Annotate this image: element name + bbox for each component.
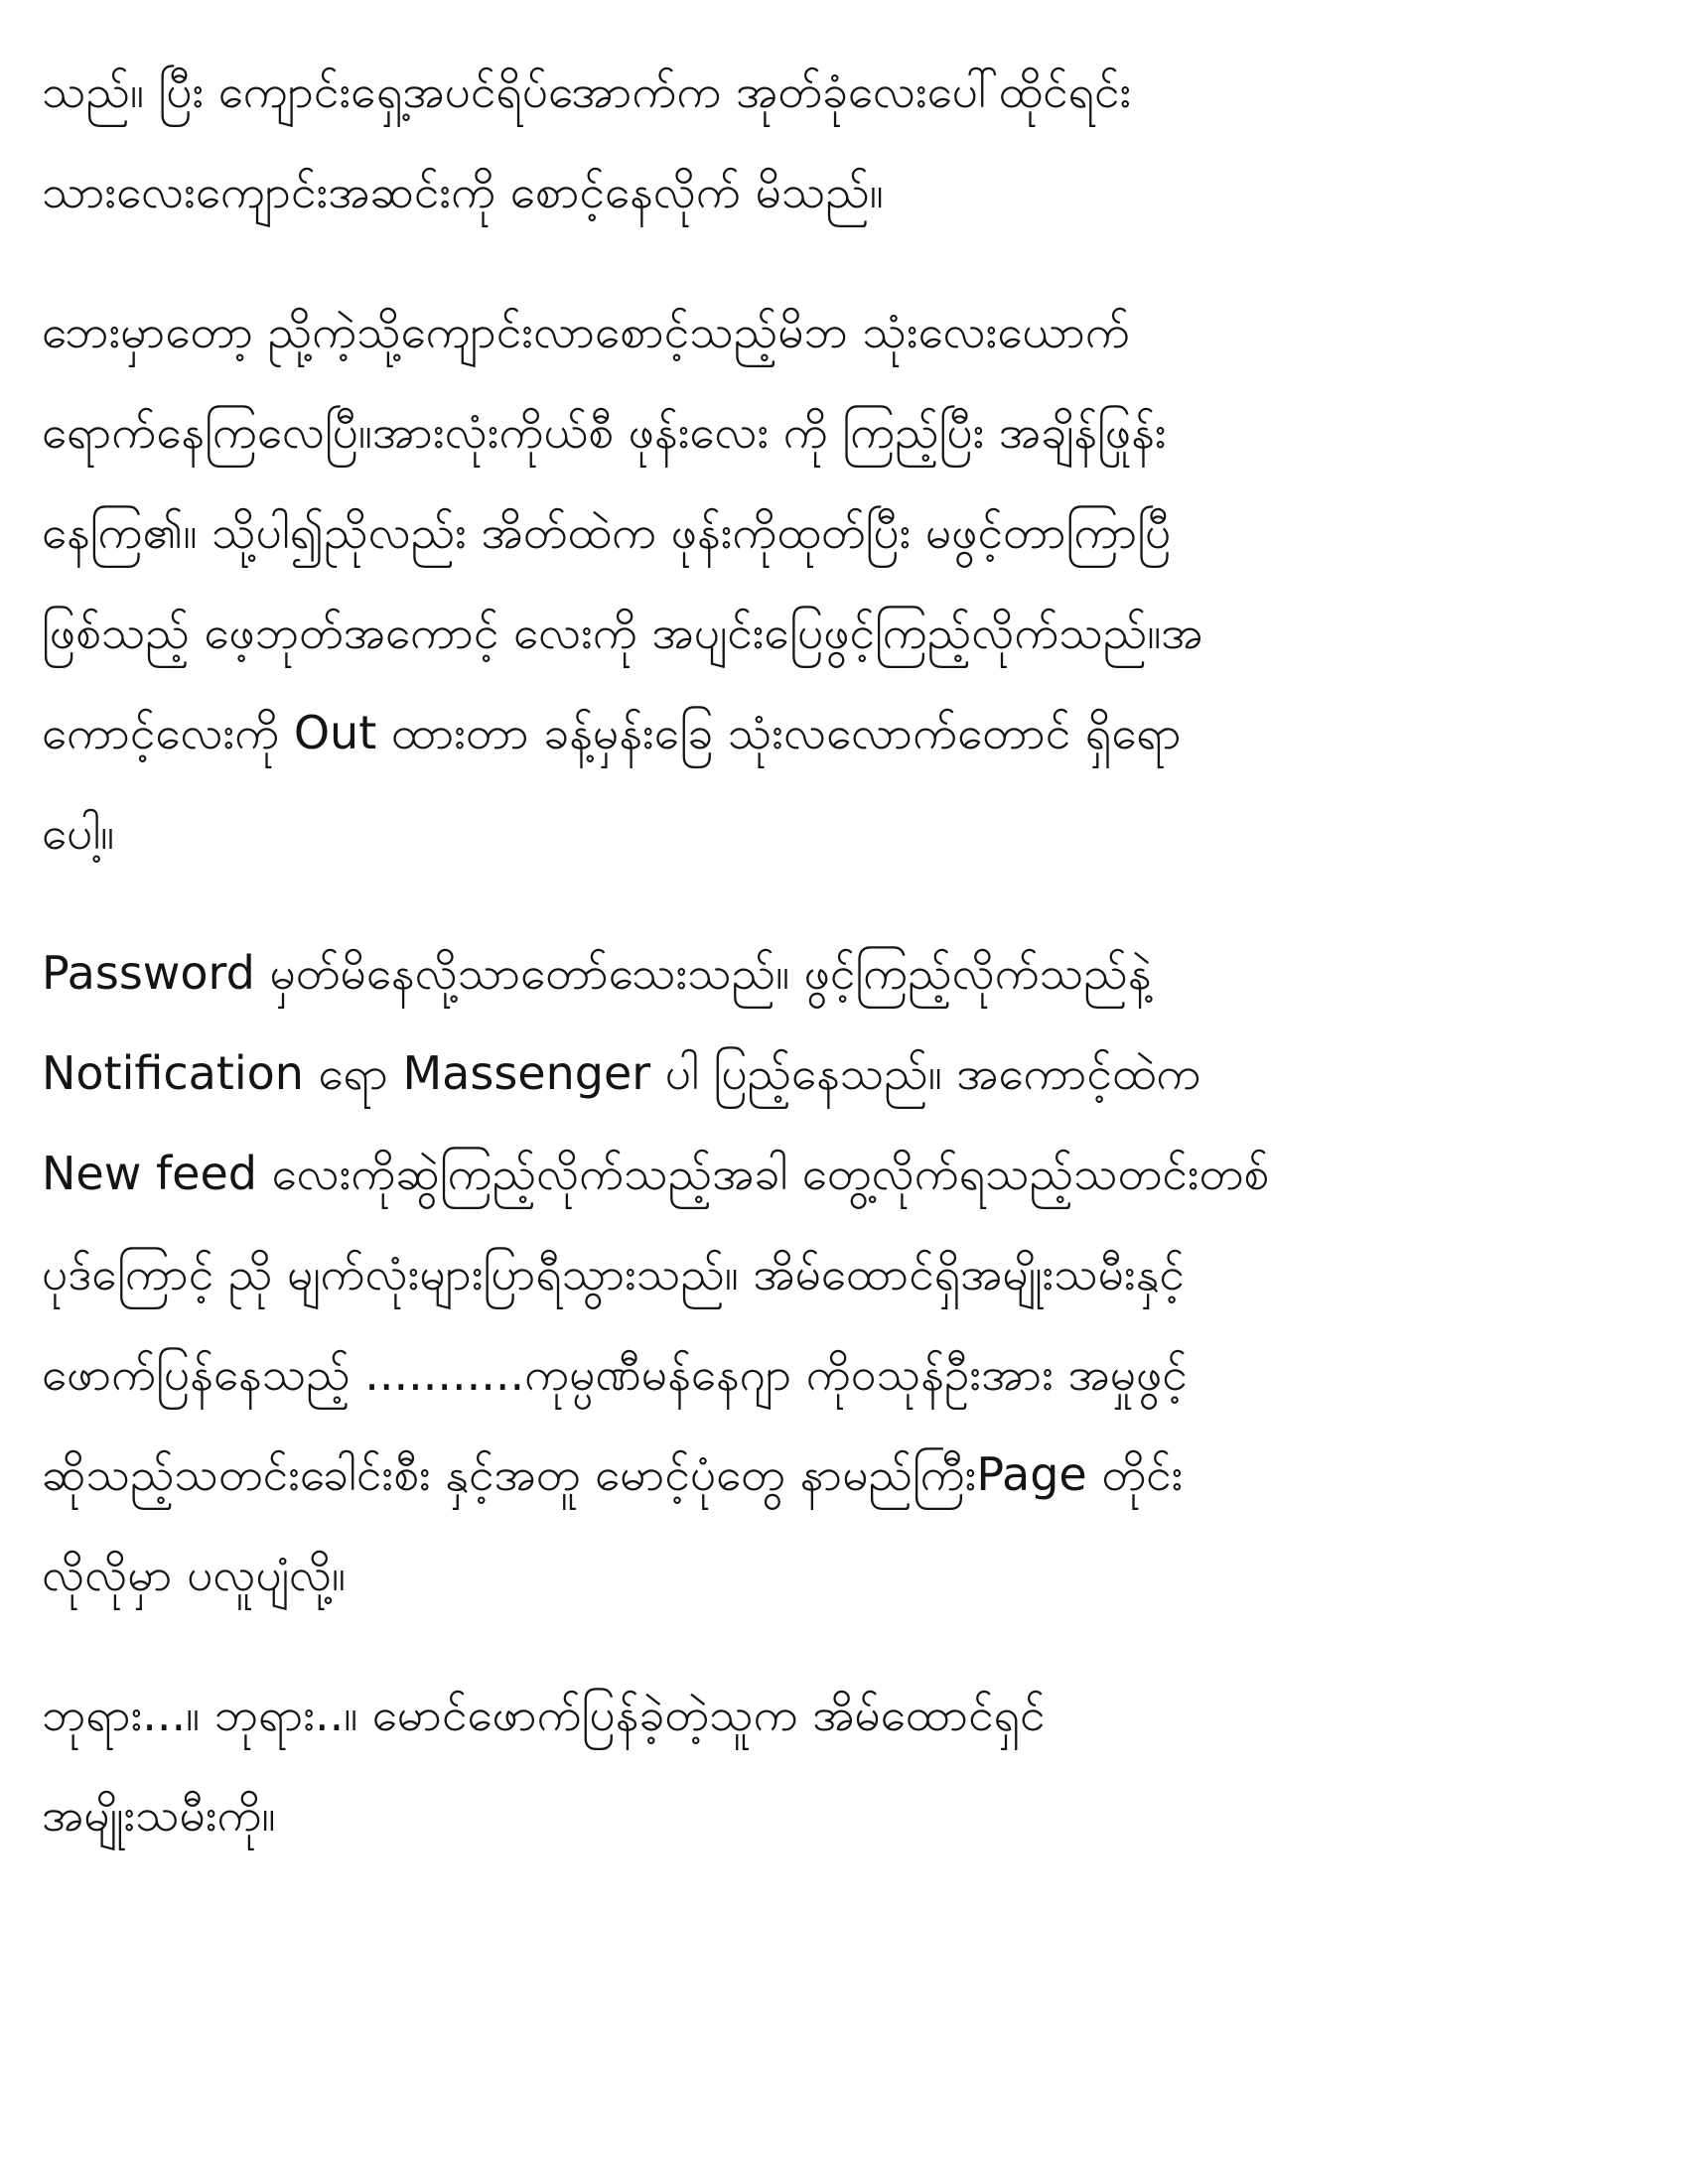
text-line: ကောင့်လေးကို Out ထားတာ ခန့်မှန်းခြေ သုံးလလောက်တောင် ရှိရော xyxy=(42,706,1182,759)
text-line: ဖြစ်သည့် ဖေ့ဘုတ်အကောင့် လေးကို အပျင်းပြေဖွင့်ကြည့်လိုက်သည်။အ xyxy=(42,606,1203,659)
text-line: Password မှတ်မိနေလို့သာတော်သေးသည်။ ဖွင့်ကြည့်လိုက်သည်နဲ့ xyxy=(42,946,1152,1000)
text-line: ပုဒ်ကြောင့် ညို မျက်လုံးများပြာရီသွားသည်။ အိမ်ထောင်ရှိအမျိုးသမီးနှင့် xyxy=(42,1247,1185,1300)
text-line: နေကြ၏။ သို့ပါ၍ညိုလည်း အိတ်ထဲက ဖုန်းကိုထုတ်ပြီး မဖွင့်တာကြာပြီ xyxy=(42,505,1172,559)
text-line: ပေါ့။ xyxy=(42,806,115,860)
text-line: New feed လေးကိုဆွဲကြည့်လိုက်သည့်အခါ တွေ့လိုက်ရသည့်သတင်းတစ် xyxy=(42,1147,1270,1200)
text-line: သားလေးကျောင်းအဆင်းကို စောင့်နေလိုက် မိသည်။ xyxy=(42,165,884,218)
text-line: လိုလိုမှာ ပလူပျံလို့။ xyxy=(42,1548,346,1601)
paragraph xyxy=(42,282,1648,884)
text-line: ဖောက်ပြန်နေသည့် ...........ကုမ္ပဏီမန်နေဂျာ ကိုဝသုန်ဦးအား အမှုဖွင့် xyxy=(42,1347,1188,1401)
text-line: အမျိုးသမီးကို။ xyxy=(42,1788,276,1842)
paragraph xyxy=(42,42,1648,242)
text-line: ရောက်နေကြလေပြီ။အားလုံးကိုယ်စီ ဖုန်းလေး ကို ကြည့်ပြီး အချိန်ဖြုန်း xyxy=(42,405,1167,459)
text-line: သည်။ ပြီး ကျောင်းရှေ့အပင်ရိပ်အောက်က အုတ်ခုံလေးပေါ်ထိုင်ရင်း xyxy=(42,65,1132,118)
text-line: ဘေးမှာတော့ ညို့ကဲ့သို့ကျောင်းလာစောင့်သည့်မိဘ သုံးလေးယောက် xyxy=(42,305,1130,358)
text-line: ဘုရား...။ ဘုရား..။ မောင်ဖောက်ပြန်ခဲ့တဲ့သူက အိမ်ထောင်ရှင် xyxy=(42,1688,1046,1741)
paragraph xyxy=(42,1665,1648,1865)
text-line: ဆိုသည့်သတင်းခေါင်းစီး နှင့်အတူ မောင့်ပုံတွေ နာမည်ကြီးPage တိုင်း xyxy=(42,1447,1184,1501)
paragraph xyxy=(42,923,1648,1625)
text-line: Notification ရော Massenger ပါ ပြည့်နေသည်။ အကောင့်ထဲက xyxy=(42,1046,1201,1100)
